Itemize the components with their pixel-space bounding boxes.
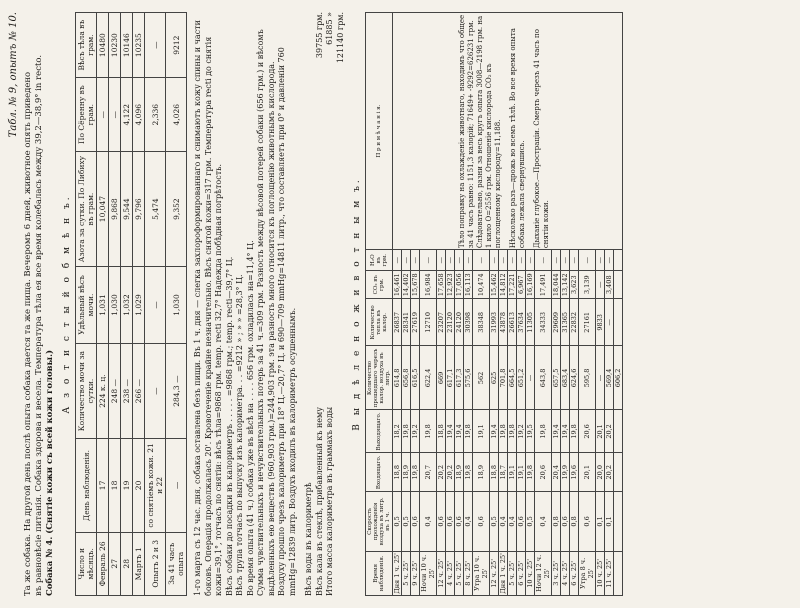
col-header: Скорость прохожденія воздуха въ литр. въ 1 ч. [366, 492, 393, 552]
table-cell: 18,8 [393, 453, 402, 492]
intro-line-2: въ равновѣсіе питанія. Собака здорова и весела. Температура тѣла ея все время колебалась между 39,2—38,9° in recto. [34, 54, 44, 596]
table-cell: 9,796 [133, 152, 145, 267]
table-cell: 606,2 [614, 346, 623, 410]
table-cell: со снятіемъ кожи. 21 и 22 [145, 439, 166, 532]
table-cell: 4,096 [133, 78, 145, 152]
table-cell: 20,1 [579, 453, 596, 492]
table-cell: 9833 [596, 299, 605, 346]
table-cell: — [596, 250, 605, 271]
table-cell: — [420, 250, 437, 271]
table-cell: 14,402 [402, 271, 411, 299]
table-cell: — [579, 250, 596, 271]
table-cell: 595,8 [579, 346, 596, 410]
table-cell: — [166, 439, 187, 532]
table-cell: Дня 1 ч. 25' [393, 553, 401, 594]
table-cell: — [393, 250, 402, 271]
sum-value: 121140 грм. [335, 12, 345, 64]
table-cell: 18,8 [437, 410, 446, 453]
intro-line-1: Та же собака. На другой день послѣ опыта собака дается та же пища. Вечеромъ 6 дней, животное опять приведено [23, 71, 33, 596]
table-cell: 23120 [446, 299, 455, 346]
table-cell: — [535, 250, 552, 271]
table-cell: 0,1 [605, 492, 614, 552]
table-row [145, 13, 166, 596]
table-cell: 28341 [402, 299, 411, 346]
table-cell: 20,7 [420, 453, 437, 492]
table-cell: 19,1 [473, 410, 490, 453]
table-cell: 15,678 [411, 271, 420, 299]
table-cell: — [109, 78, 121, 152]
table-cell: 20,6 [579, 410, 596, 453]
table-cell: Опытъ 2 и 3 [145, 532, 166, 595]
table-cell: 0,5 [393, 492, 402, 552]
table-cell: 19,8 [420, 410, 437, 453]
table-cell: 18,9 [455, 453, 464, 492]
table-cell: 12,923 [446, 271, 455, 299]
table-cell: 6,967 [517, 271, 526, 299]
table-cell: Утра 8 ч. 25' [579, 551, 596, 595]
table-cell: — [605, 250, 614, 271]
table-cell: 569,4 [605, 346, 614, 410]
table-cell: 19,4 [552, 410, 561, 453]
table-cell: 562 [473, 346, 490, 410]
table-cell: 43878 [499, 299, 508, 346]
table-cell: 16,169 [526, 271, 535, 299]
table-cell: 12 ч. 25' [437, 551, 446, 595]
table-cell: 6 ч. 25' [517, 551, 526, 595]
col-header: Выходящаго. [366, 410, 393, 453]
excretion-table-body [393, 13, 623, 596]
table-cell: 13,142 [561, 271, 570, 299]
table-header-row [366, 13, 393, 596]
table-cell: 10480 [97, 13, 109, 78]
table-cell: 664,5 [508, 346, 517, 410]
table-cell: 19,8 [570, 410, 579, 453]
table-cell: 8 ч. 25' [464, 551, 473, 595]
col-header: Количество тепла въ калор. [366, 299, 393, 346]
table-cell: 26837 [393, 299, 402, 346]
table-cell: 9,544 [121, 152, 133, 267]
table-row [109, 13, 121, 596]
table-cell: 5 ч. 25' [455, 551, 464, 595]
table-cell: — [437, 250, 446, 271]
table-cell: Ночи 10 ч. 25' [420, 551, 437, 595]
table-cell: 2,336 [145, 78, 166, 152]
intro-title: Собака № 4. (Снятіе кожи съ всей кожи головы.) [45, 349, 55, 596]
remark-paragraph: Нѣсколько разъ—дрожь во всемъ тѣлѣ. Во все время опыта собака лежала свернувшись. [509, 28, 526, 249]
table-cell: — [490, 250, 499, 271]
table-cell: 20,6 [535, 453, 552, 492]
table-cell: 669 [437, 346, 446, 410]
sum-value: 39755 грм. [314, 12, 324, 59]
table-cell: 17,221 [508, 271, 517, 299]
table-cell: 19,4 [455, 410, 464, 453]
sum-value: 61885 » [325, 12, 334, 45]
running-header [8, 12, 19, 596]
table-cell: 19,6 [570, 453, 579, 492]
table-cell: Февраль 26 [97, 532, 109, 595]
table-cell: 19,8 [402, 410, 411, 453]
table-cell: 0,6 [517, 492, 526, 552]
sum-row [325, 12, 336, 596]
table-cell: 701,8 [499, 346, 508, 410]
sum-label: Вѣсъ воды въ калориметрѣ [304, 482, 313, 596]
table-cell: 625 [490, 346, 499, 410]
table-cell: 617,3 [455, 346, 464, 410]
table-cell: — [526, 346, 535, 410]
table-cell: 1,030 [166, 267, 187, 344]
nitrogen-exchange-table [75, 12, 187, 596]
table-cell: 248 — [109, 343, 121, 438]
table-cell: 22832 [570, 299, 579, 346]
table-cell: 19,2 [411, 410, 420, 453]
table-cell: — [605, 299, 614, 346]
table-cell: 18,9 [402, 453, 411, 492]
experiment-notes [193, 12, 298, 596]
table-cell: 4 ч. 25' [446, 551, 455, 595]
table-cell: — [517, 250, 526, 271]
table-cell [614, 410, 623, 453]
table-cell: 16,113 [464, 271, 473, 299]
sum-label: Вѣсъ кала въ стеклѣ, прибавленный къ нему [314, 407, 324, 596]
table-cell: 31993 [490, 299, 499, 346]
table-cell: 683,4 [561, 346, 570, 410]
col-header: Количество прошедшаго черезъ калор. воздуха въ литр. [366, 346, 393, 410]
table-cell: — [145, 267, 166, 344]
table-cell: — [508, 250, 517, 271]
remark-paragraph: Дыханіе глубокое.—Простраціи. Смерть черезъ 41 часъ по снятіи кожи. [533, 29, 550, 249]
table-cell: 19,8 [508, 410, 517, 453]
table-cell: 1,031 [97, 267, 109, 344]
table-cell: 10,474 [473, 271, 490, 299]
table-cell: 18 [109, 439, 121, 532]
table-cell: 37634 [517, 299, 526, 346]
table-cell: 18,044 [552, 271, 561, 299]
table-cell: 18,9 [473, 453, 490, 492]
table-cell: 20,2 [605, 453, 614, 492]
table-cell: 19,2 [517, 410, 526, 453]
table-cell: 9,352 [166, 152, 187, 267]
table-cell: 6 ч. 25' [570, 551, 579, 595]
table-cell: 0,4 [535, 492, 552, 552]
nitrogen-table-body [97, 13, 187, 596]
table-cell: 0,6 [411, 492, 420, 552]
table-cell: 4,122 [121, 78, 133, 152]
table-cell: 9,868 [109, 152, 121, 267]
table-cell [614, 250, 623, 271]
table-cell: 20,2 [437, 453, 446, 492]
table-cell: — [499, 250, 508, 271]
table-cell: 27 [109, 532, 121, 595]
sum-row [304, 12, 315, 596]
table-cell: 20,0 [596, 453, 605, 492]
col-header: Входящаго. [366, 453, 393, 492]
note-paragraph: Воздуху прошло чрезъ калориметръ при 18° Ц.—20,7° Ц. и 690—709 mmHg=14811 литр., что составляетъ при 0° и давленіи 760 mmHg=12839 литр. Воздухъ входилъ въ калориметръ осушеннымъ. [277, 47, 297, 596]
table-cell: 17,658 [437, 271, 446, 299]
table-cell: 4,026 [166, 78, 187, 152]
table-cell: 31365 [561, 299, 570, 346]
table-cell [614, 551, 623, 595]
table-header-row [76, 13, 97, 596]
table-cell: 266 — [133, 343, 145, 438]
table-cell: 3 ч. 25' [552, 551, 561, 595]
table-cell: 16,461 [393, 271, 402, 299]
table-cell: 0,4 [499, 492, 508, 552]
table-cell: 34333 [535, 299, 552, 346]
table-cell: 4 ч. 25' [561, 551, 570, 595]
table-row [97, 13, 109, 596]
table-row [166, 13, 187, 596]
col-header: День наблюденія. [76, 439, 97, 532]
table-cell: 0,6 [473, 492, 490, 552]
table-cell: 0,4 [464, 492, 473, 552]
remarks-cell [393, 13, 623, 250]
table-cell: 0,5 [526, 492, 535, 552]
table-cell: — [596, 346, 605, 410]
table-cell: — [596, 271, 605, 299]
table-cell: 9212 [166, 13, 187, 78]
table-cell: Дня 1 ч. 25' [499, 553, 507, 594]
table-cell: 19,8 [499, 410, 508, 453]
table-cell: 29609 [552, 299, 561, 346]
table-cell: 19,4 [561, 410, 570, 453]
table-cell: 614,8 [393, 346, 402, 410]
table-cell: 27161 [579, 299, 596, 346]
table-cell: 5,474 [145, 152, 166, 267]
table-cell: 10,047 [97, 152, 109, 267]
table-cell: 26613 [508, 299, 517, 346]
table-cell: 0,5 [490, 492, 499, 552]
remark-paragraph: Тѣло поправку на охлажденіе животнаго, находимъ что общее за 41 часъ равно: 1151,3 калорій; 71649+ -9292=626231 грм. Слѣдовательно, разни за весь кругъ опыта 3008—2198 грм. на 1 кило О=2556 грм. Отношеніе кислорода СО₂ къ поглощенному кислороду=11,188. [458, 14, 502, 249]
note-paragraph: Вѣсъ трупа тотчасъ по выпуску изъ калориметра. . . =9212 » ; » » =28,3° Ц. [235, 274, 244, 596]
table-cell: 24120 [455, 299, 464, 346]
table-cell [614, 299, 623, 346]
table-cell: — [402, 250, 411, 271]
table-cell: 17,491 [535, 271, 552, 299]
table-cell: 20,4 [552, 453, 561, 492]
note-paragraph: Вѣсъ собаки до посадки въ калориметръ . . . . . =9868 грм.; temp. recti—39,7° Ц. [224, 256, 234, 596]
table-cell: 19,8 [526, 453, 535, 492]
table-cell: — [411, 250, 420, 271]
table-cell: 617,1 [446, 346, 455, 410]
intro-paragraph [23, 12, 56, 596]
table-cell: 0,8 [570, 492, 579, 552]
table-cell: 643,8 [535, 346, 552, 410]
table-cell: 10235 [133, 13, 145, 78]
table-cell [614, 492, 623, 552]
col-header: Количество мочи за сутки. [76, 343, 97, 438]
table-cell: 3,623 [570, 271, 579, 299]
table-cell: 1,032 [121, 267, 133, 344]
table-cell: За 41 часъ опыта [166, 532, 187, 595]
table-cell: Мартъ 1 [133, 532, 145, 595]
table-cell: 12710 [420, 299, 437, 346]
excretion-table [365, 12, 623, 596]
calorimeter-sums [304, 12, 346, 596]
col-header: СО₂ въ грм. [366, 271, 393, 299]
note-paragraph: Сумма чувствительныхъ и нечувствительныхъ потерь за 41 ч.=309 грм. Разность между вѣсовой потерей собаки (656 грм.) и вѣсомъ выдѣленныхъ ею веществъ (960,903 грм.)=244,903 грм. эта разность много относится къ поглощенію животнымъ кислорода. [256, 29, 276, 596]
table-cell: 3,408 [605, 271, 614, 299]
table-cell: 14,812 [499, 271, 508, 299]
table-row [133, 13, 145, 596]
table-cell: 19,5 [526, 410, 535, 453]
table-cell: 18,8 [490, 453, 499, 492]
table-cell: 20 [133, 439, 145, 532]
col-header: Число и мѣсяцъ. [76, 532, 97, 595]
table-cell: Ночи 12 ч. 25' [535, 551, 552, 595]
remarks-header: П р и м ѣ ч а н і я. [366, 13, 393, 250]
table-cell: 575,6 [464, 346, 473, 410]
table-cell: — [464, 250, 473, 271]
table-cell: 11305 [526, 299, 535, 346]
table-cell: 0,4 [420, 492, 437, 552]
table-row [121, 13, 133, 596]
table-cell: 16,984 [420, 271, 437, 299]
table-cell: 28 [121, 532, 133, 595]
table-cell: 0,6 [446, 492, 455, 552]
table-cell: 15,462 [490, 271, 499, 299]
table-cell: 284,3 — [166, 343, 187, 438]
col-header: Удѣльный вѣсъ мочи. [76, 267, 97, 344]
table-cell: — [145, 13, 166, 78]
table-cell: 30398 [464, 299, 473, 346]
col-header: Вѣсъ тѣла въ грам. [76, 13, 97, 78]
table-cell: 19,4 [490, 410, 499, 453]
table-cell: 19,4 [446, 410, 455, 453]
excretion-table-caption: В ы д ѣ л е н о ж и в о т н ы м ъ. [352, 177, 362, 431]
table-cell: 9 ч. 25' [411, 551, 420, 595]
table-cell: 624,6 [570, 346, 579, 410]
table-cell: — [455, 250, 464, 271]
table-cell: 238 — [121, 343, 133, 438]
table-cell: — [561, 250, 570, 271]
col-header: Азота за сутки. По Либиху въ грам. [76, 152, 97, 267]
table-cell: 10 ч. 25' [526, 551, 535, 595]
table-cell: 19 [121, 439, 133, 532]
table-cell: — [145, 343, 166, 438]
table-cell [614, 453, 623, 492]
col-header: Время наблюденія. [366, 551, 393, 595]
table-row [393, 13, 402, 596]
table-cell: 19,9 [561, 453, 570, 492]
table-cell: 0,6 [437, 492, 446, 552]
table-cell: 19,8 [464, 453, 473, 492]
table-cell: — [97, 78, 109, 152]
table-cell: 38348 [473, 299, 490, 346]
col-header: Н₂О въ грм. [366, 250, 393, 271]
table-cell: 5 ч. 25' [402, 551, 411, 595]
table-cell: 3,139 [579, 271, 596, 299]
table-cell: 19,8 [535, 410, 552, 453]
nitrogen-table-caption: А з о т и с т ы й о б м ѣ н ъ. [62, 194, 72, 414]
table-cell: 17,056 [455, 271, 464, 299]
table-cell: 616,5 [411, 346, 420, 410]
table-cell: 10 ч. 25' [596, 551, 605, 595]
table-cell: 23207 [437, 299, 446, 346]
table-cell: — [570, 250, 579, 271]
table-cell: 0,5 [402, 492, 411, 552]
table-number: Табл. № 9, опытъ № 10. [8, 12, 19, 138]
table-cell: 1,029 [133, 267, 145, 344]
table-cell: 0,1 [596, 492, 605, 552]
table-cell: 19,1 [517, 453, 526, 492]
table-cell: 18,7 [499, 453, 508, 492]
table-cell: 19,8 [411, 453, 420, 492]
table-cell: 19,1 [508, 453, 517, 492]
sum-row [336, 12, 347, 596]
table-cell: 0,8 [552, 492, 561, 552]
table-cell: 20,2 [605, 410, 614, 453]
table-cell: 657,5 [552, 346, 561, 410]
note-paragraph: 1-го марта съ 12 час. дня, собака оставлена безъ пищи. Въ 1 ч. дня — слегка захлороформированнаго и снимаютъ кожу спины и части боковъ. Операція продолжалась 20'. Кровотеченіе крайне незначительно. Вѣсъ снятой кожи=317 грм. Температура recti до снятія кожи=39,1°, тотчасъ по снятіи: вѣсъ тѣла=9868 грм. temp. recti 32,7° Надежда побѣдная погрѣтость. [193, 20, 223, 596]
note-paragraph: Во время опыта (41 ч.) собака уже въ вѣсѣ на . . . . 656 грм. охладилась на=11,4° Ц. [245, 240, 255, 596]
table-cell: 10230 [109, 13, 121, 78]
table-cell: 17 [97, 439, 109, 532]
table-cell: 27619 [411, 299, 420, 346]
table-cell: 12 ч. 25' [490, 551, 499, 595]
table-cell: 10146 [121, 13, 133, 78]
table-cell: 0,6 [455, 492, 464, 552]
table-cell: 11 ч. 25' [605, 551, 614, 595]
table-cell: 1,030 [109, 267, 121, 344]
table-cell: — [446, 250, 455, 271]
table-cell: Утра 10 ч. 25' [473, 551, 490, 595]
table-cell: 19,8 [464, 410, 473, 453]
table-cell: — [473, 250, 490, 271]
table-cell: 651,2 [517, 346, 526, 410]
table-cell: 20,1 [596, 410, 605, 453]
sum-label: Итого масса калориметра въ граммахъ воды [325, 406, 334, 596]
table-cell: 0,6 [579, 492, 596, 552]
table-cell: 18,2 [393, 410, 402, 453]
table-cell: 0,4 [508, 492, 517, 552]
table-cell [614, 271, 623, 299]
table-cell: 622,4 [420, 346, 437, 410]
col-header: По Сёренну въ грам. [76, 78, 97, 152]
table-cell: 0,6 [561, 492, 570, 552]
table-cell: 224 к. ц. [97, 343, 109, 438]
table-cell: — [526, 250, 535, 271]
table-cell: 20,2 [446, 453, 455, 492]
sum-row [315, 12, 326, 596]
table-cell: 5 ч. 25' [508, 551, 517, 595]
table-cell: — [552, 250, 561, 271]
table-cell: 656,8 [402, 346, 411, 410]
